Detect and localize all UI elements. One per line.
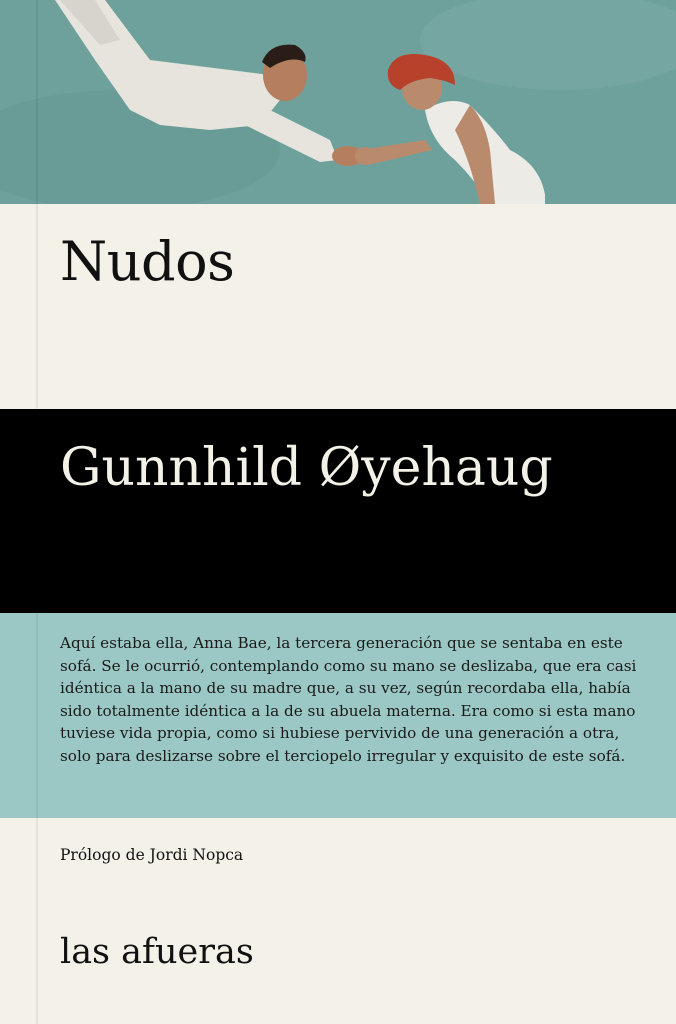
- flying-couple-illustration: [0, 0, 676, 204]
- cover-illustration: [0, 0, 676, 204]
- publisher-name: las afueras: [60, 932, 254, 972]
- author-name: Gunnhild Øyehaug: [60, 438, 553, 498]
- spine-fold: [36, 0, 38, 1024]
- prologue-credit: Prólogo de Jordi Nopca: [60, 846, 244, 864]
- cover-blurb: Aquí estaba ella, Anna Bae, la tercera generación que se sentaba en este sofá. Se le ocurrió, contemplando como su mano se deslizaba, que era casi idéntica a la mano de su madre que, a su vez, según recordaba ella, había sido totalmente idéntica a la de su abuela materna. Era como si esta mano tuviese vida propia, como si hubiese pervivido de una generación a otra, solo para deslizarse sobre el terciopelo irregular y exquisito de este sofá.: [60, 634, 637, 765]
- book-title: Nudos: [60, 230, 235, 293]
